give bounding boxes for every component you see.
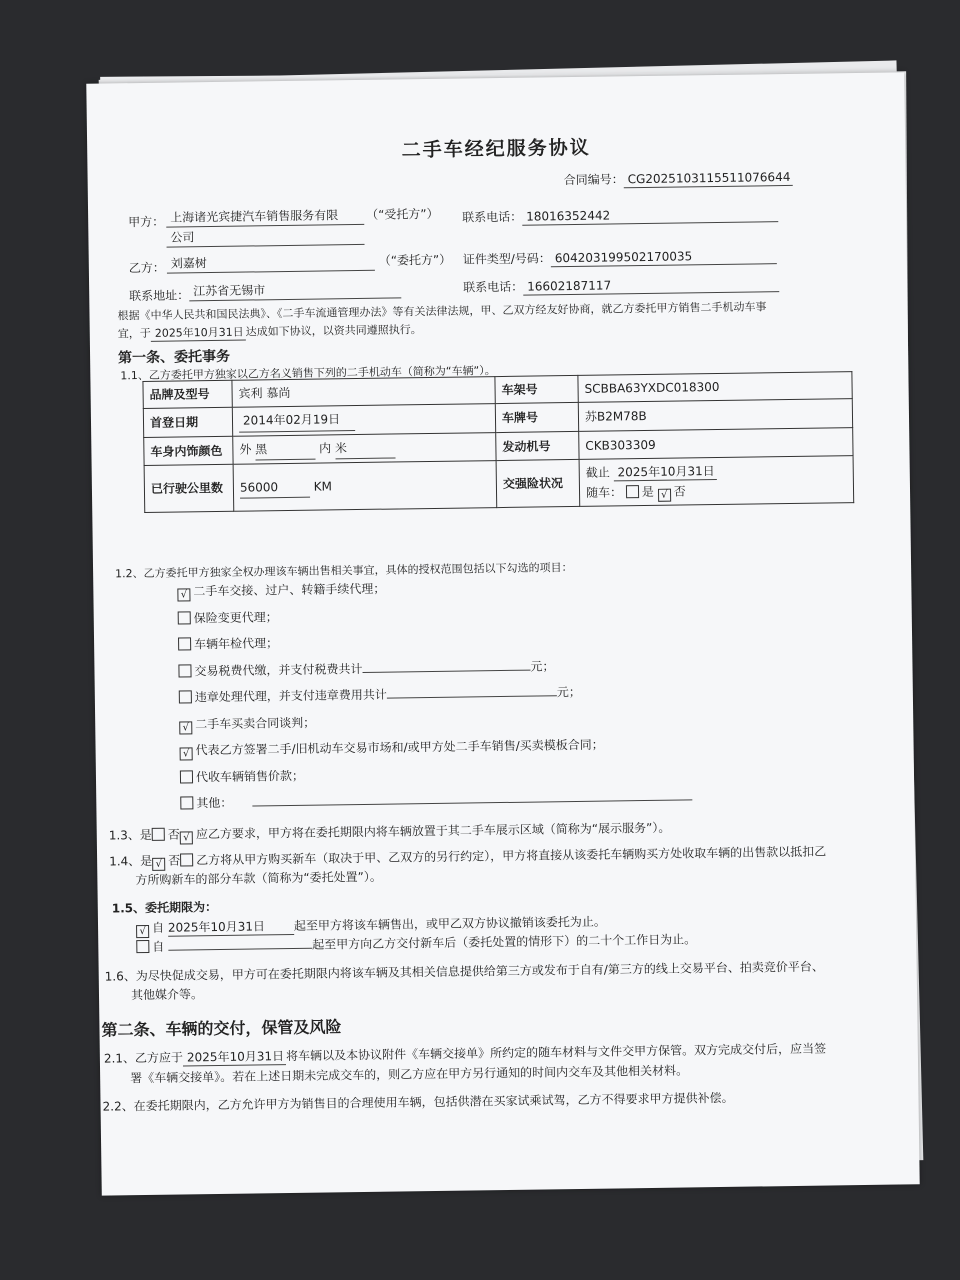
yes-checkbox[interactable] bbox=[626, 485, 639, 498]
plate-label: 车牌号 bbox=[495, 402, 578, 432]
party-a-name: 上海诸光宾捷汽车销售服务有限 bbox=[166, 206, 364, 228]
section-1-title: 第一条、委托事务 bbox=[118, 348, 231, 367]
party-b-label: 乙方： bbox=[128, 260, 165, 276]
table-row bbox=[144, 456, 854, 513]
with-car-row: 随车： 是 √ 否 bbox=[585, 484, 686, 501]
auth-item: √ 代表乙方签署二手/旧机动车交易市场和/或甲方处二手车销售/买卖模板合同； bbox=[179, 736, 603, 761]
section-2-title: 第二条、车辆的交付，保管及风险 bbox=[101, 1017, 342, 1040]
vin-label: 车架号 bbox=[495, 375, 578, 403]
clause-1-3: 1.3、是 否 √ 应乙方要求，甲方将在委托期限内将车辆放置于其二手车展示区域（简称为“展示服务”）。 bbox=[108, 820, 671, 844]
engine-label: 发动机号 bbox=[496, 431, 579, 460]
reg-date-cell bbox=[232, 404, 495, 437]
item-checkbox[interactable] bbox=[178, 664, 191, 677]
insurance-expiry: 截止 2025年10月31日 bbox=[586, 459, 847, 483]
clause-2-1-cont: 署《车辆交接单》。若在上述日期未完成交车的，则乙方应在甲方另行通知的时间内交车及其他相关材料。 bbox=[130, 1063, 689, 1086]
party-b-phone: 联系电话： 16602187117 bbox=[463, 274, 779, 296]
item-checkbox[interactable] bbox=[180, 770, 193, 783]
party-b-address: 江苏省无锡市 bbox=[189, 279, 401, 301]
insurance-label: 交强险状况 bbox=[496, 459, 580, 507]
party-b-address-label: 联系地址： bbox=[129, 288, 190, 304]
clause-1-3-yes[interactable] bbox=[152, 828, 165, 841]
interior-color: 米 bbox=[335, 437, 395, 459]
auth-item: √ 二手车交接、过户、转籍手续代理； bbox=[177, 580, 385, 602]
no-checkbox[interactable]: √ bbox=[658, 489, 671, 502]
vin-value: SCBBA63YXDC018300 bbox=[578, 372, 852, 403]
exterior-color: 黑 bbox=[255, 439, 315, 461]
item-checkbox[interactable]: √ bbox=[180, 747, 193, 760]
party-b-name: 刘嘉树 bbox=[167, 252, 375, 274]
mileage-cell bbox=[233, 461, 497, 512]
term-option-1: √ 自 2025年10月31日 起至甲方将该车辆售出，或甲乙双方协议撤销该委托为止。 bbox=[136, 913, 606, 939]
clause-2-2: 2.2、在委托期限内，乙方允许甲方为销售目的合理使用车辆，包括供潜在买家试乘试驾，乙方不得要求甲方提供补偿。 bbox=[102, 1090, 734, 1114]
auth-item: 违章处理代理，并支付违章费用共计 元； bbox=[179, 683, 581, 706]
mileage-value: 56000 bbox=[240, 476, 310, 498]
contract-number: 合同编号： CG2025103115511076644 bbox=[564, 168, 793, 188]
mileage-unit: KM bbox=[313, 478, 333, 494]
term-1-checkbox[interactable]: √ bbox=[136, 925, 149, 938]
clause-1-6-cont: 其他媒介等。 bbox=[130, 987, 204, 1003]
clause-1-4: 1.4、是 √ 否 乙方将从甲方购买新车（取决于甲、乙双方的另行约定），甲方将直接从该委托车辆购买方处收取车辆的出售款以抵扣乙 bbox=[109, 844, 827, 870]
party-a-name-cont: 公司 bbox=[166, 226, 364, 248]
brand-label: 品牌及型号 bbox=[143, 380, 232, 408]
clause-1-4-yes[interactable]: √ bbox=[152, 858, 165, 871]
item-checkbox[interactable] bbox=[180, 796, 193, 809]
term-2-checkbox[interactable] bbox=[136, 940, 149, 953]
exterior-label: 外 bbox=[239, 442, 252, 457]
brand-value: 宾利 慕尚 bbox=[232, 377, 495, 408]
party-a-label: 甲方： bbox=[128, 214, 165, 230]
auth-item: 保险变更代理； bbox=[178, 608, 278, 626]
clause-2-1: 2.1、乙方应于 2025年10月31日 将车辆以及本协议附件《车辆交接单》所约定的随车材料与文件交甲方保管。双方完成交付后，应当签 bbox=[103, 1041, 827, 1066]
auth-item: √ 二手车买卖合同谈判； bbox=[179, 714, 315, 735]
clause-1-4-cont: 方所购新车的部分车款（简称为“委托处置”）。 bbox=[135, 869, 382, 888]
auth-item: 其他： bbox=[180, 787, 692, 811]
engine-value: CKB303309 bbox=[579, 428, 853, 460]
auth-item: 代收车辆销售价款； bbox=[180, 767, 304, 786]
clause-1-1: 1.1、乙方委托甲方独家以乙方名义销售下列的二手机动车（简称为“车辆”）。 bbox=[120, 364, 496, 383]
mileage-label: 已行驶公里数 bbox=[144, 464, 234, 512]
interior-label: 内 bbox=[318, 441, 332, 456]
item-checkbox[interactable]: √ bbox=[177, 588, 190, 601]
vehicle-info-table bbox=[142, 371, 854, 513]
clause-1-4-no[interactable] bbox=[180, 853, 193, 866]
preamble-line1: 根据《中华人民共和国民法典》、《二手车流通管理办法》等有关法律法规，甲、乙双方经友好协商，就乙方委托甲方销售二手机动车事 bbox=[117, 300, 767, 323]
clause-1-2: 1.2、乙方委托甲方独家全权办理该车辆出售相关事宜，具体的授权范围包括以下勾选的项目： bbox=[115, 561, 573, 581]
party-b-id: 证件类型/号码： 604203199502170035 bbox=[463, 246, 777, 268]
clause-1-6: 1.6、为尽快促成交易，甲方可在委托期限内将该车辆及其相关信息提供给第三方或发布于自有/第三方的线上交易平台、拍卖竞价平台、 bbox=[104, 959, 824, 984]
party-a-phone: 联系电话： 18016352442 bbox=[462, 204, 778, 226]
preamble-line2: 宜，于 2025年10月31日 达成如下协议，以资共同遵照执行。 bbox=[117, 323, 422, 341]
insurance-cell bbox=[579, 456, 854, 507]
auth-item: 交易税费代缴，并支付税费共计 元； bbox=[178, 657, 554, 679]
contract-page bbox=[86, 72, 919, 1195]
item-checkbox[interactable] bbox=[178, 637, 191, 650]
item-checkbox[interactable] bbox=[179, 690, 192, 703]
color-cell bbox=[233, 433, 496, 465]
item-checkbox[interactable]: √ bbox=[179, 721, 192, 734]
reg-date-value: 2014年02月19日 bbox=[239, 409, 355, 433]
term-option-2: 自 起至甲方向乙方交付新车后（委托处置的情形下）的二十个工作日为止。 bbox=[136, 930, 696, 955]
plate-value: 苏B2M78B bbox=[578, 399, 852, 432]
clause-1-5-title: 1.5、委托期限为： bbox=[111, 900, 218, 916]
auth-item: 车辆年检代理； bbox=[178, 634, 278, 652]
item-checkbox[interactable] bbox=[178, 611, 191, 624]
clause-1-3-no[interactable]: √ bbox=[180, 831, 193, 844]
reg-date-label: 首登日期 bbox=[143, 407, 232, 437]
party-b-role: （“委托方”） bbox=[378, 252, 452, 268]
document-title: 二手车经纪服务协议 bbox=[401, 136, 591, 162]
color-label: 车身内饰颜色 bbox=[144, 436, 233, 465]
party-a-role: （“受托方”） bbox=[366, 206, 439, 222]
